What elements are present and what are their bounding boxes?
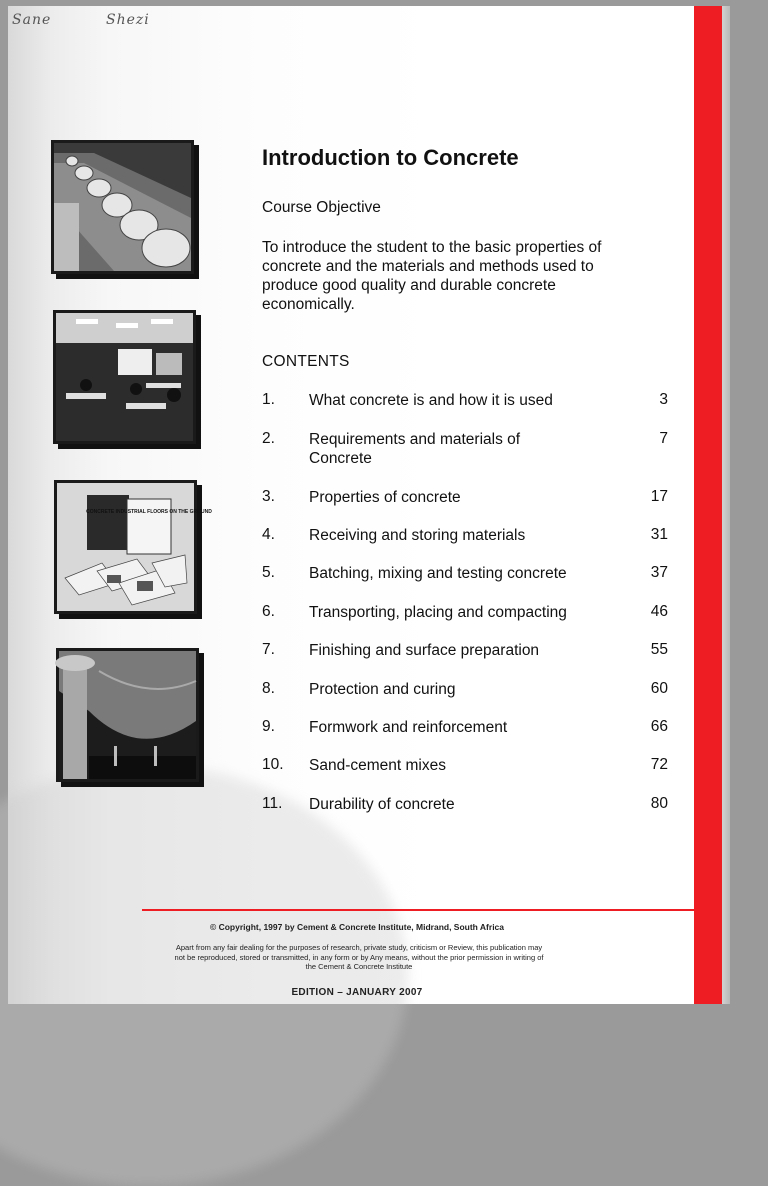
toc-page: 31 <box>650 526 668 543</box>
toc-number: 8. <box>262 680 275 697</box>
handwritten-note-second: Shezi <box>106 12 150 28</box>
toc-title: Formwork and reinforcement <box>309 719 508 736</box>
toc-page: 46 <box>650 603 668 620</box>
page-title: Introduction to Concrete <box>262 145 519 170</box>
booklet-cover-text: CONCRETE INDUSTRIAL FLOORS ON THE GROUND <box>86 509 212 515</box>
page-shadow-curve <box>0 766 408 1186</box>
toc-number: 5. <box>262 564 275 581</box>
toc-number: 11. <box>262 795 283 812</box>
toc-page: 66 <box>650 718 668 735</box>
pipeline-image <box>54 143 191 271</box>
contents-heading: CONTENTS <box>262 353 350 370</box>
course-objective-label: Course Objective <box>262 199 381 216</box>
toc-number: 7. <box>262 641 275 658</box>
copyright-notice: © Copyright, 1997 by Cement & Concrete Institute, Midrand, South Africa <box>209 922 505 932</box>
toc-title: Requirements and materials of Concrete <box>309 431 521 467</box>
photo-pipeline <box>51 140 194 274</box>
toc-page: 3 <box>659 391 668 408</box>
toc-page: 60 <box>650 680 668 697</box>
toc-number: 2. <box>262 430 275 447</box>
toc-page: 17 <box>650 488 668 505</box>
toc-number: 9. <box>262 718 275 735</box>
toc-page: 37 <box>650 564 668 581</box>
rights-notice: Apart from any fair dealing for the purposes of research, private study, criticism or Review, this publication may not be reproduced, stored or transmitted, in any form or by Any means, without the prior permission in writing of the Cement & Concrete Institute <box>174 943 544 971</box>
toc-title: Properties of concrete <box>309 489 461 506</box>
toc-number: 4. <box>262 526 275 543</box>
toc-number: 6. <box>262 603 275 620</box>
toc-title: Batching, mixing and testing concrete <box>309 565 567 582</box>
edition-label: EDITION – JANUARY 2007 <box>291 987 423 998</box>
toc-page: 80 <box>650 795 668 812</box>
toc-title: What concrete is and how it is used <box>309 392 553 409</box>
toc-title: Sand-cement mixes <box>309 757 446 774</box>
toc-title: Durability of concrete <box>309 796 455 813</box>
toc-number: 3. <box>262 488 275 505</box>
booklets-image <box>57 483 212 611</box>
toc-title: Transporting, placing and compacting <box>309 604 567 621</box>
toc-number: 10. <box>262 756 284 773</box>
structure-image <box>59 651 196 779</box>
classroom-image <box>56 313 193 441</box>
toc-title: Finishing and surface preparation <box>309 642 540 659</box>
toc-page: 72 <box>650 756 668 773</box>
objective-text: To introduce the student to the basic properties of concrete and the materials and methods used to produce good quality and durable concrete economically. <box>262 239 602 313</box>
photo-structure <box>56 648 199 782</box>
toc-title: Protection and curing <box>309 681 456 698</box>
toc-number: 1. <box>262 391 275 408</box>
document-page <box>8 6 730 1004</box>
photo-classroom <box>53 310 196 444</box>
red-side-bar <box>694 6 722 1004</box>
toc-page: 7 <box>659 430 668 447</box>
photo-booklets <box>54 480 212 614</box>
toc-title: Receiving and storing materials <box>309 527 526 544</box>
toc-page: 55 <box>650 641 668 658</box>
footer-divider <box>142 909 704 911</box>
handwritten-note-first: Sane <box>12 12 52 28</box>
